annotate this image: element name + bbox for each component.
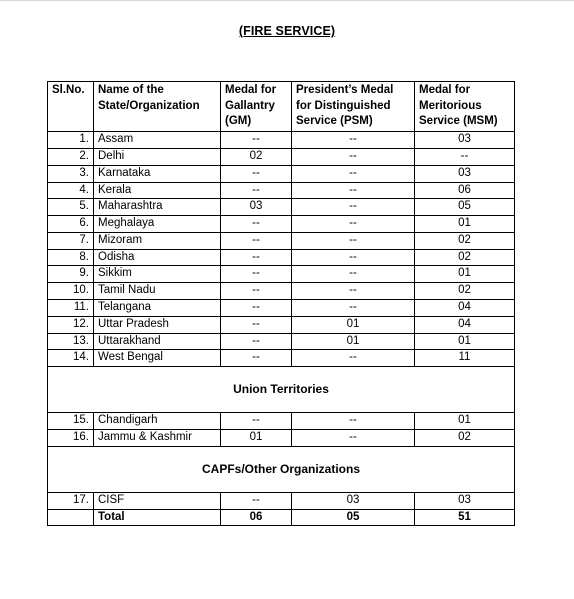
capf-section bbox=[48, 446, 515, 492]
cell-presidents-medal: 01 bbox=[292, 316, 415, 333]
cell-meritorious-medal: 01 bbox=[415, 266, 515, 283]
cell-presidents-medal: -- bbox=[292, 182, 415, 199]
table-row bbox=[48, 232, 515, 249]
table-row bbox=[48, 199, 515, 216]
cell-sl-no: 8. bbox=[48, 249, 94, 266]
page-top-border bbox=[0, 0, 574, 1]
section-heading-union-territories: Union Territories bbox=[48, 367, 515, 413]
cell-meritorious-medal: 02 bbox=[415, 232, 515, 249]
cell-name: Jammu & Kashmir bbox=[94, 430, 221, 447]
table-header-row bbox=[48, 82, 515, 132]
cell-sl-no: 14. bbox=[48, 350, 94, 367]
medal-table bbox=[47, 81, 515, 526]
table-row bbox=[48, 300, 515, 317]
cell-meritorious-medal: 01 bbox=[415, 413, 515, 430]
cell-name: Uttar Pradesh bbox=[94, 316, 221, 333]
table-row bbox=[48, 182, 515, 199]
table-row bbox=[48, 333, 515, 350]
cell-gallantry-medal: 02 bbox=[221, 148, 292, 165]
cell-name: Sikkim bbox=[94, 266, 221, 283]
cell-presidents-medal: 03 bbox=[292, 492, 415, 509]
cell-meritorious-medal: 04 bbox=[415, 316, 515, 333]
table-row bbox=[48, 283, 515, 300]
cell-gallantry-medal: 03 bbox=[221, 199, 292, 216]
cell-gallantry-medal: -- bbox=[221, 249, 292, 266]
cell-gallantry-medal: -- bbox=[221, 300, 292, 317]
cell-gallantry-medal: -- bbox=[221, 492, 292, 509]
cell-meritorious-medal: 02 bbox=[415, 249, 515, 266]
cell-gallantry-medal: -- bbox=[221, 413, 292, 430]
section-heading-capfs: CAPFs/Other Organizations bbox=[48, 446, 515, 492]
cell-sl-no: 9. bbox=[48, 266, 94, 283]
cell-meritorious-medal: 02 bbox=[415, 283, 515, 300]
table-row bbox=[48, 216, 515, 233]
cell-gallantry-medal: -- bbox=[221, 283, 292, 300]
cell-name: Karnataka bbox=[94, 165, 221, 182]
total-body bbox=[48, 509, 515, 526]
table-row bbox=[48, 316, 515, 333]
cell-meritorious-medal: 05 bbox=[415, 199, 515, 216]
cell-name: Meghalaya bbox=[94, 216, 221, 233]
table-row bbox=[48, 148, 515, 165]
cell-sl-no: 10. bbox=[48, 283, 94, 300]
cell-sl-no: 13. bbox=[48, 333, 94, 350]
cell-presidents-medal: -- bbox=[292, 249, 415, 266]
page-title: (FIRE SERVICE) bbox=[238, 24, 336, 38]
table-row bbox=[48, 132, 515, 149]
cell-meritorious-medal: 11 bbox=[415, 350, 515, 367]
cell-sl-no: 6. bbox=[48, 216, 94, 233]
cell-presidents-medal: 01 bbox=[292, 333, 415, 350]
cell-gallantry-medal: -- bbox=[221, 216, 292, 233]
cell-presidents-medal: -- bbox=[292, 300, 415, 317]
cell-gallantry-medal: -- bbox=[221, 132, 292, 149]
cell-name: Delhi bbox=[94, 148, 221, 165]
total-msm: 51 bbox=[415, 509, 515, 526]
header-sl-no: Sl.No. bbox=[48, 82, 94, 132]
ut-body bbox=[48, 413, 515, 447]
cell-meritorious-medal: 03 bbox=[415, 492, 515, 509]
cell-sl-no: 11. bbox=[48, 300, 94, 317]
cell-sl-no: 5. bbox=[48, 199, 94, 216]
header-presidents-medal: President’s Medal for Distinguished Service (PSM) bbox=[292, 82, 415, 132]
header-name: Name of the State/Organization bbox=[94, 82, 221, 132]
table-row bbox=[48, 249, 515, 266]
ut-section bbox=[48, 367, 515, 413]
cell-sl-no: 16. bbox=[48, 430, 94, 447]
cell-presidents-medal: -- bbox=[292, 413, 415, 430]
cell-presidents-medal: -- bbox=[292, 216, 415, 233]
cell-name: Assam bbox=[94, 132, 221, 149]
cell-gallantry-medal: -- bbox=[221, 182, 292, 199]
cell-name: Uttarakhand bbox=[94, 333, 221, 350]
section-row-union-territories bbox=[48, 367, 515, 413]
cell-name: Odisha bbox=[94, 249, 221, 266]
cell-presidents-medal: -- bbox=[292, 350, 415, 367]
cell-name: Maharashtra bbox=[94, 199, 221, 216]
cell-gallantry-medal: -- bbox=[221, 316, 292, 333]
section-row-capfs bbox=[48, 446, 515, 492]
cell-name: West Bengal bbox=[94, 350, 221, 367]
cell-meritorious-medal: 01 bbox=[415, 216, 515, 233]
cell-meritorious-medal: 02 bbox=[415, 430, 515, 447]
cell-gallantry-medal: -- bbox=[221, 232, 292, 249]
cell-name: Telangana bbox=[94, 300, 221, 317]
cell-sl-no: 2. bbox=[48, 148, 94, 165]
cell-sl-no: 7. bbox=[48, 232, 94, 249]
cell-meritorious-medal: 06 bbox=[415, 182, 515, 199]
cell-presidents-medal: -- bbox=[292, 430, 415, 447]
table-row bbox=[48, 165, 515, 182]
capf-body bbox=[48, 492, 515, 509]
cell-sl-no: 1. bbox=[48, 132, 94, 149]
cell-name: Kerala bbox=[94, 182, 221, 199]
cell-sl-no: 3. bbox=[48, 165, 94, 182]
cell-presidents-medal: -- bbox=[292, 132, 415, 149]
total-psm: 05 bbox=[292, 509, 415, 526]
total-sl bbox=[48, 509, 94, 526]
cell-gallantry-medal: -- bbox=[221, 350, 292, 367]
cell-meritorious-medal: 01 bbox=[415, 333, 515, 350]
cell-presidents-medal: -- bbox=[292, 148, 415, 165]
table-row bbox=[48, 492, 515, 509]
cell-gallantry-medal: -- bbox=[221, 333, 292, 350]
cell-sl-no: 4. bbox=[48, 182, 94, 199]
table-row bbox=[48, 413, 515, 430]
cell-gallantry-medal: -- bbox=[221, 165, 292, 182]
cell-name: Mizoram bbox=[94, 232, 221, 249]
table-row bbox=[48, 266, 515, 283]
cell-presidents-medal: -- bbox=[292, 199, 415, 216]
cell-sl-no: 17. bbox=[48, 492, 94, 509]
cell-meritorious-medal: 04 bbox=[415, 300, 515, 317]
cell-gallantry-medal: -- bbox=[221, 266, 292, 283]
cell-name: Chandigarh bbox=[94, 413, 221, 430]
cell-presidents-medal: -- bbox=[292, 165, 415, 182]
cell-meritorious-medal: 03 bbox=[415, 132, 515, 149]
cell-presidents-medal: -- bbox=[292, 266, 415, 283]
states-body bbox=[48, 132, 515, 367]
table-row bbox=[48, 350, 515, 367]
cell-sl-no: 12. bbox=[48, 316, 94, 333]
total-row bbox=[48, 509, 515, 526]
cell-presidents-medal: -- bbox=[292, 283, 415, 300]
cell-sl-no: 15. bbox=[48, 413, 94, 430]
cell-gallantry-medal: 01 bbox=[221, 430, 292, 447]
total-gm: 06 bbox=[221, 509, 292, 526]
header-gallantry-medal: Medal for Gallantry (GM) bbox=[221, 82, 292, 132]
cell-meritorious-medal: 03 bbox=[415, 165, 515, 182]
cell-name: Tamil Nadu bbox=[94, 283, 221, 300]
cell-meritorious-medal: -- bbox=[415, 148, 515, 165]
total-label: Total bbox=[94, 509, 221, 526]
cell-presidents-medal: -- bbox=[292, 232, 415, 249]
cell-name: CISF bbox=[94, 492, 221, 509]
header-meritorious-medal: Medal for Meritorious Service (MSM) bbox=[415, 82, 515, 132]
table-row bbox=[48, 430, 515, 447]
